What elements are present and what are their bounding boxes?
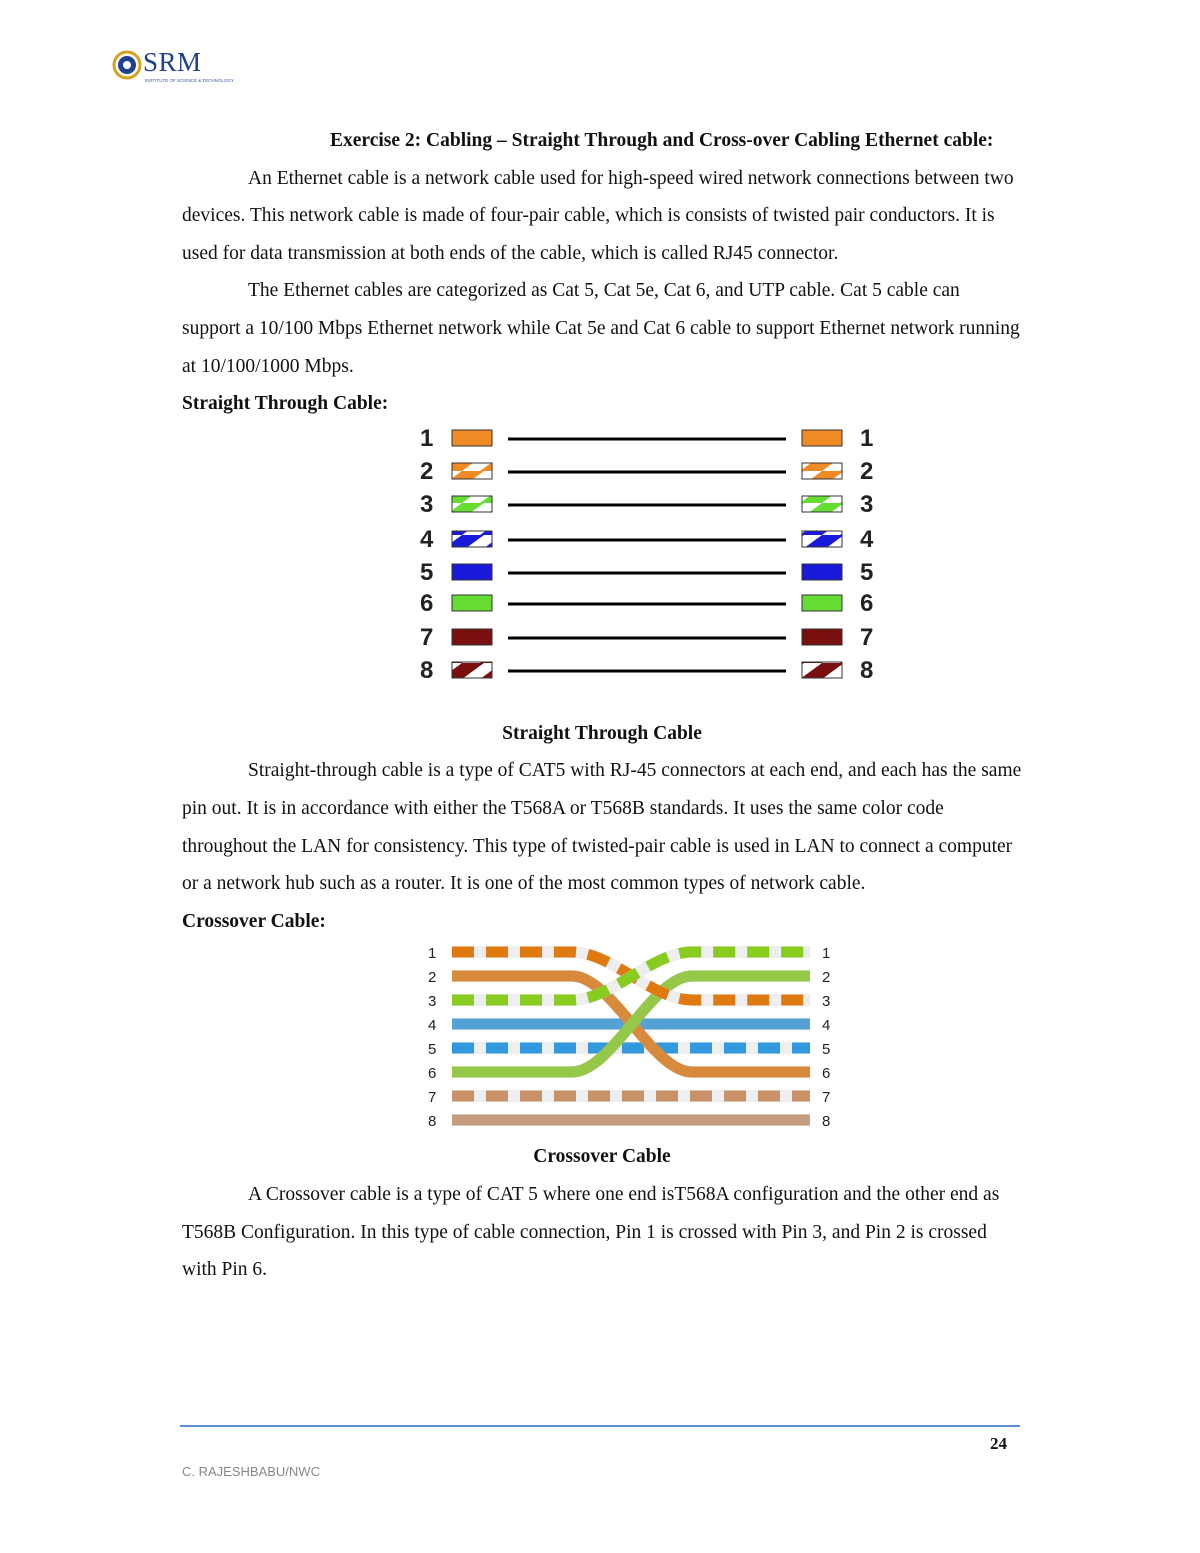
cross-pin-label-right: 7 — [822, 1089, 831, 1107]
crossover-heading: Crossover Cable: — [182, 910, 326, 932]
srm-logo — [112, 47, 234, 88]
straight-description: Straight-through cable is a type of CAT5 with RJ-45 connectors at each end, and each has the same pin out. It is in accordance with either the T568A or T568B standards. It uses the same color code throughout the LAN for consistency. This type of twisted-pair cable is used in LAN to connect a computer or a network hub such as a router. It is one of the most common types of network cable. — [182, 760, 1022, 895]
logo-name: SRM — [143, 47, 202, 77]
straight-pin-label-right: 4 — [860, 525, 874, 553]
straight-wire-end-right — [802, 531, 842, 547]
cross-pin-label-right: 8 — [822, 1113, 831, 1131]
cross-pin-label-right: 3 — [822, 993, 831, 1011]
footer-divider — [180, 1425, 1020, 1427]
straight-wire-end-left — [452, 430, 492, 446]
straight-pin-label-left: 5 — [420, 558, 434, 586]
straight-wire-end-right — [802, 430, 842, 446]
crossover-description: A Crossover cable is a type of CAT 5 where one end isT568A configuration and the other end as T568B Configuration. In this type of cable connection, Pin 1 is crossed with Pin 3, and Pin 2 is crossed with Pin 6. — [182, 1183, 1000, 1281]
intro-paragraph-2: The Ethernet cables are categorized as Cat 5, Cat 5e, Cat 6, and UTP cable. Cat 5 cable can support a 10/100 Mbps Ethernet network while Cat 5e and Cat 6 cable to support Ethernet network running at 10/100/1000 Mbps. — [182, 280, 1020, 377]
straight-wire-end-left — [452, 531, 492, 547]
straight-pin-label-left: 4 — [420, 525, 434, 553]
straight-pin-label-right: 3 — [860, 490, 874, 518]
straight-wire-end-right — [802, 463, 842, 479]
straight-caption: Straight Through Cable — [502, 722, 702, 744]
footer-author: C. RAJESHBABU/NWC — [182, 1464, 320, 1479]
straight-pin-label-right: 1 — [860, 424, 874, 452]
crossover-caption: Crossover Cable — [533, 1146, 671, 1168]
crossover-svg — [182, 940, 1022, 1138]
straight-pin-label-left: 8 — [420, 656, 434, 684]
straight-pin-label-left: 3 — [420, 490, 434, 518]
straight-wire-end-right — [802, 496, 842, 512]
straight-wire-end-left — [452, 629, 492, 645]
straight-pin-label-left: 1 — [420, 424, 434, 452]
cross-pin-label-left: 5 — [428, 1041, 437, 1059]
straight-heading: Straight Through Cable: — [182, 393, 389, 415]
straight-pin-label-left: 2 — [420, 457, 434, 485]
straight-wire-end-right — [802, 595, 842, 611]
cross-pin-label-right: 6 — [822, 1065, 831, 1083]
page-number: 24 — [990, 1434, 1007, 1453]
straight-wire-end-left — [452, 496, 492, 512]
straight-pin-label-right: 6 — [860, 589, 874, 617]
straight-pin-label-right: 7 — [860, 623, 874, 651]
cross-pin-label-left: 7 — [428, 1089, 437, 1107]
straight-wire-end-right — [802, 662, 842, 678]
straight-pin-label-left: 7 — [420, 623, 434, 651]
cross-pin-label-right: 1 — [822, 945, 831, 963]
straight-wire-end-left — [452, 595, 492, 611]
cross-pin-label-right: 5 — [822, 1041, 831, 1059]
straight-wire-end-left — [452, 564, 492, 580]
cross-pin-label-left: 4 — [428, 1017, 437, 1035]
straight-wire-end-right — [802, 564, 842, 580]
logo-tagline: INSTITUTE OF SCIENCE & TECHNOLOGY — [145, 78, 234, 83]
cross-pin-label-left: 2 — [428, 969, 437, 987]
intro-paragraph-1: An Ethernet cable is a network cable used for high-speed wired network connections between two devices. This network cable is made of four-pair cable, which is consists of twisted pair conductors. It is used for data transmission at both ends of the cable, which is called RJ45 connector. — [182, 167, 1014, 264]
cross-pin-label-left: 6 — [428, 1065, 437, 1083]
crossover-diagram — [182, 940, 1022, 1138]
cross-pin-label-right: 2 — [822, 969, 831, 987]
page-content — [182, 122, 1022, 1289]
cross-pin-label-left: 3 — [428, 993, 437, 1011]
cross-pin-label-left: 8 — [428, 1113, 437, 1131]
cross-pin-label-right: 4 — [822, 1017, 831, 1035]
straight-pin-label-right: 2 — [860, 457, 874, 485]
straight-through-svg — [182, 423, 1022, 715]
straight-wire-end-right — [802, 629, 842, 645]
exercise-title: Exercise 2: Cabling – Straight Through and Cross-over Cabling Ethernet cable: — [330, 130, 994, 151]
straight-pin-label-right: 5 — [860, 558, 874, 586]
straight-pin-label-right: 8 — [860, 656, 874, 684]
srm-emblem-icon — [112, 50, 142, 80]
cross-pin-label-left: 1 — [428, 945, 437, 963]
straight-pin-label-left: 6 — [420, 589, 434, 617]
straight-wire-end-left — [452, 463, 492, 479]
straight-wire-end-left — [452, 662, 492, 678]
straight-through-diagram — [182, 423, 1022, 715]
